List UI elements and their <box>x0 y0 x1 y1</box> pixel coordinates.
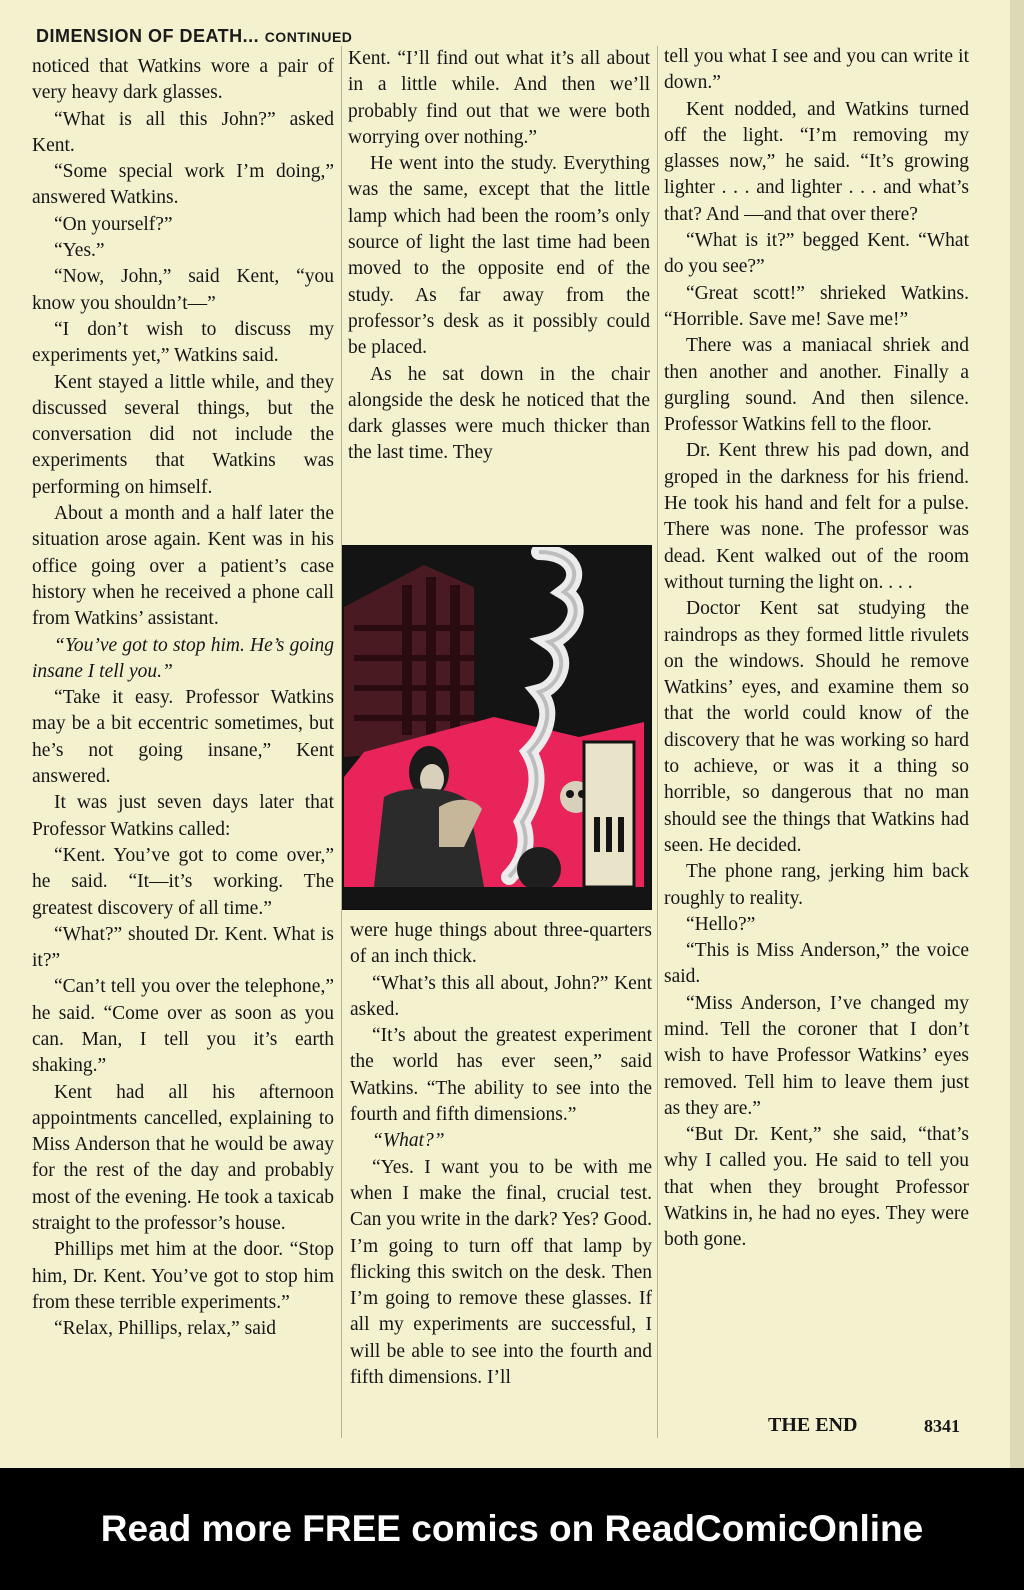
paragraph: “What?” shouted Dr. Kent. What is it?” <box>32 923 334 972</box>
story-title: DIMENSION OF DEATH... <box>36 26 260 46</box>
paragraph: “Yes.” <box>54 240 105 262</box>
paragraph: “What?” <box>372 1130 445 1152</box>
paragraph: “Great scott!” shrieked Watkins. “Horrible. Save me! Save me!” <box>664 282 969 330</box>
paragraph: Kent stayed a little while, and they discussed several things, but the conversation did not include the experiments that Watkins was performing on himself. <box>32 371 334 498</box>
paragraph: “You’ve got to stop him. He’s going insane I tell you.” <box>32 634 334 682</box>
lab-illustration <box>342 545 652 910</box>
paragraph: were huge things about three-quarters of an inch thick. <box>350 920 652 968</box>
paragraph: There was a maniacal shriek and then another and another. Finally a gurgling sound. And then silence. Professor Watkins fell to the floor. <box>664 335 969 436</box>
paragraph: “What’s this all about, John?” Kent asked. <box>350 972 652 1020</box>
paragraph: Dr. Kent threw his pad down, and groped in the darkness for his friend. He took his hand and felt for a pulse. There was none. The professor was dead. Kent walked out of the room without turning the light on. . . . <box>664 440 969 593</box>
paragraph: “Miss Anderson, I’ve changed my mind. Tell the coroner that I don’t wish to have Professor Watkins’ eyes removed. Tell him to leave them just as they are.” <box>664 992 969 1119</box>
paragraph: Kent. “I’ll find out what it’s all about in a little while. And then we’ll probably find out that we were both worrying over nothing.” <box>348 48 650 148</box>
text-column-3 <box>664 44 969 1254</box>
paragraph: “Now, John,” said Kent, “you know you shouldn’t—” <box>32 266 334 314</box>
paragraph: Phillips met him at the door. “Stop him, Dr. Kent. You’ve got to stop him from these terrible experiments.” <box>32 1239 334 1313</box>
text-column-1 <box>32 54 334 1343</box>
paragraph: “Take it easy. Professor Watkins may be a bit eccentric sometimes, but he’s not going insane,” Kent answered. <box>32 687 334 788</box>
promo-banner[interactable] <box>0 1468 1024 1590</box>
story-header <box>36 26 352 47</box>
the-end-label: THE END <box>768 1414 858 1436</box>
paragraph: “Relax, Phillips, relax,” said <box>54 1318 277 1340</box>
paragraph: “Some special work I’m doing,” answered Watkins. <box>32 161 334 209</box>
page-edge <box>1010 0 1024 1468</box>
text-column-2-top <box>348 46 650 467</box>
paragraph: noticed that Watkins wore a pair of very heavy dark glasses. <box>32 56 334 104</box>
continued-label: CONTINUED <box>264 29 353 45</box>
paragraph: “On yourself?” <box>54 213 173 235</box>
column-divider <box>657 46 658 1438</box>
paragraph: “This is Miss Anderson,” the voice said. <box>664 940 969 988</box>
paragraph: “Can’t tell you over the telephone,” he said. “Come over as soon as you can. Man, I tell you it’s earth shaking.” <box>32 976 334 1077</box>
paragraph: The phone rang, jerking him back roughly to reality. <box>664 861 969 909</box>
paragraph: “Yes. I want you to be with me when I make the final, crucial test. Can you write in the dark? Yes? Good. I’m going to turn off that lamp by flicking this switch on the desk. Then I’m going to remove these glasses. If all my experiments are successful, I will be able to see into the fourth and fifth dimensions. I’ll <box>350 1156 652 1389</box>
paragraph: “But Dr. Kent,” she said, “that’s why I called you. He said to tell you that when they brought Professor Watkins in, he had no eyes. They were both gone. <box>664 1124 969 1251</box>
paragraph: “I don’t wish to discuss my experiments yet,” Watkins said. <box>32 318 334 367</box>
paragraph: Kent nodded, and Watkins turned off the light. “I’m removing my glasses now,” he said. “It’s growing lighter . . . and lighter . . . and what’s that? And —and that over there? <box>664 98 969 225</box>
paragraph: Doctor Kent sat studying the raindrops as they formed little rivulets on the windows. Should he remove Watkins’ eyes, and examine them so that the world could know of the discovery that he was working so hard to achieve, or was it a thing so horrible, so dangerous that no man should see the things that Watkins had seen. He decided. <box>664 598 969 856</box>
paragraph: “It’s about the greatest experiment the world has ever seen,” said Watkins. “The ability to see into the fourth and fifth dimensions.” <box>350 1025 652 1126</box>
paragraph: As he sat down in the chair alongside the desk he noticed that the dark glasses were much thicker than the last time. They <box>348 363 650 464</box>
lab-scene-image <box>344 547 650 908</box>
paragraph: He went into the study. Everything was the same, except that the little lamp which had been the room’s only source of light the last time had been moved to the opposite end of the study. As far away from the professor’s desk as it possibly could be placed. <box>348 153 650 359</box>
paragraph: “Hello?” <box>686 913 756 935</box>
paragraph: It was just seven days later that Professor Watkins called: <box>32 792 334 840</box>
page-code: 8341 <box>924 1416 960 1436</box>
paragraph: “What is all this John?” asked Kent. <box>32 108 334 156</box>
paragraph: About a month and a half later the situation arose again. Kent was in his office going over a patient’s case history when he received a phone call from Watkins’ assistant. <box>32 503 334 630</box>
paragraph: “Kent. You’ve got to come over,” he said. “It—it’s working. The greatest discovery of all time.” <box>32 844 334 919</box>
paragraph: tell you what I see and you can write it down.” <box>664 46 969 94</box>
promo-banner-text: Read more FREE comics on ReadComicOnline <box>100 1508 924 1549</box>
paragraph: “What is it?” begged Kent. “What do you see?” <box>664 230 969 278</box>
paragraph: Kent had all his afternoon appointments cancelled, explaining to Miss Anderson that he would be away for the rest of the day and probably most of the evening. He took a taxicab straight to the professor’s house. <box>32 1081 334 1235</box>
text-column-2-bottom <box>350 918 652 1391</box>
